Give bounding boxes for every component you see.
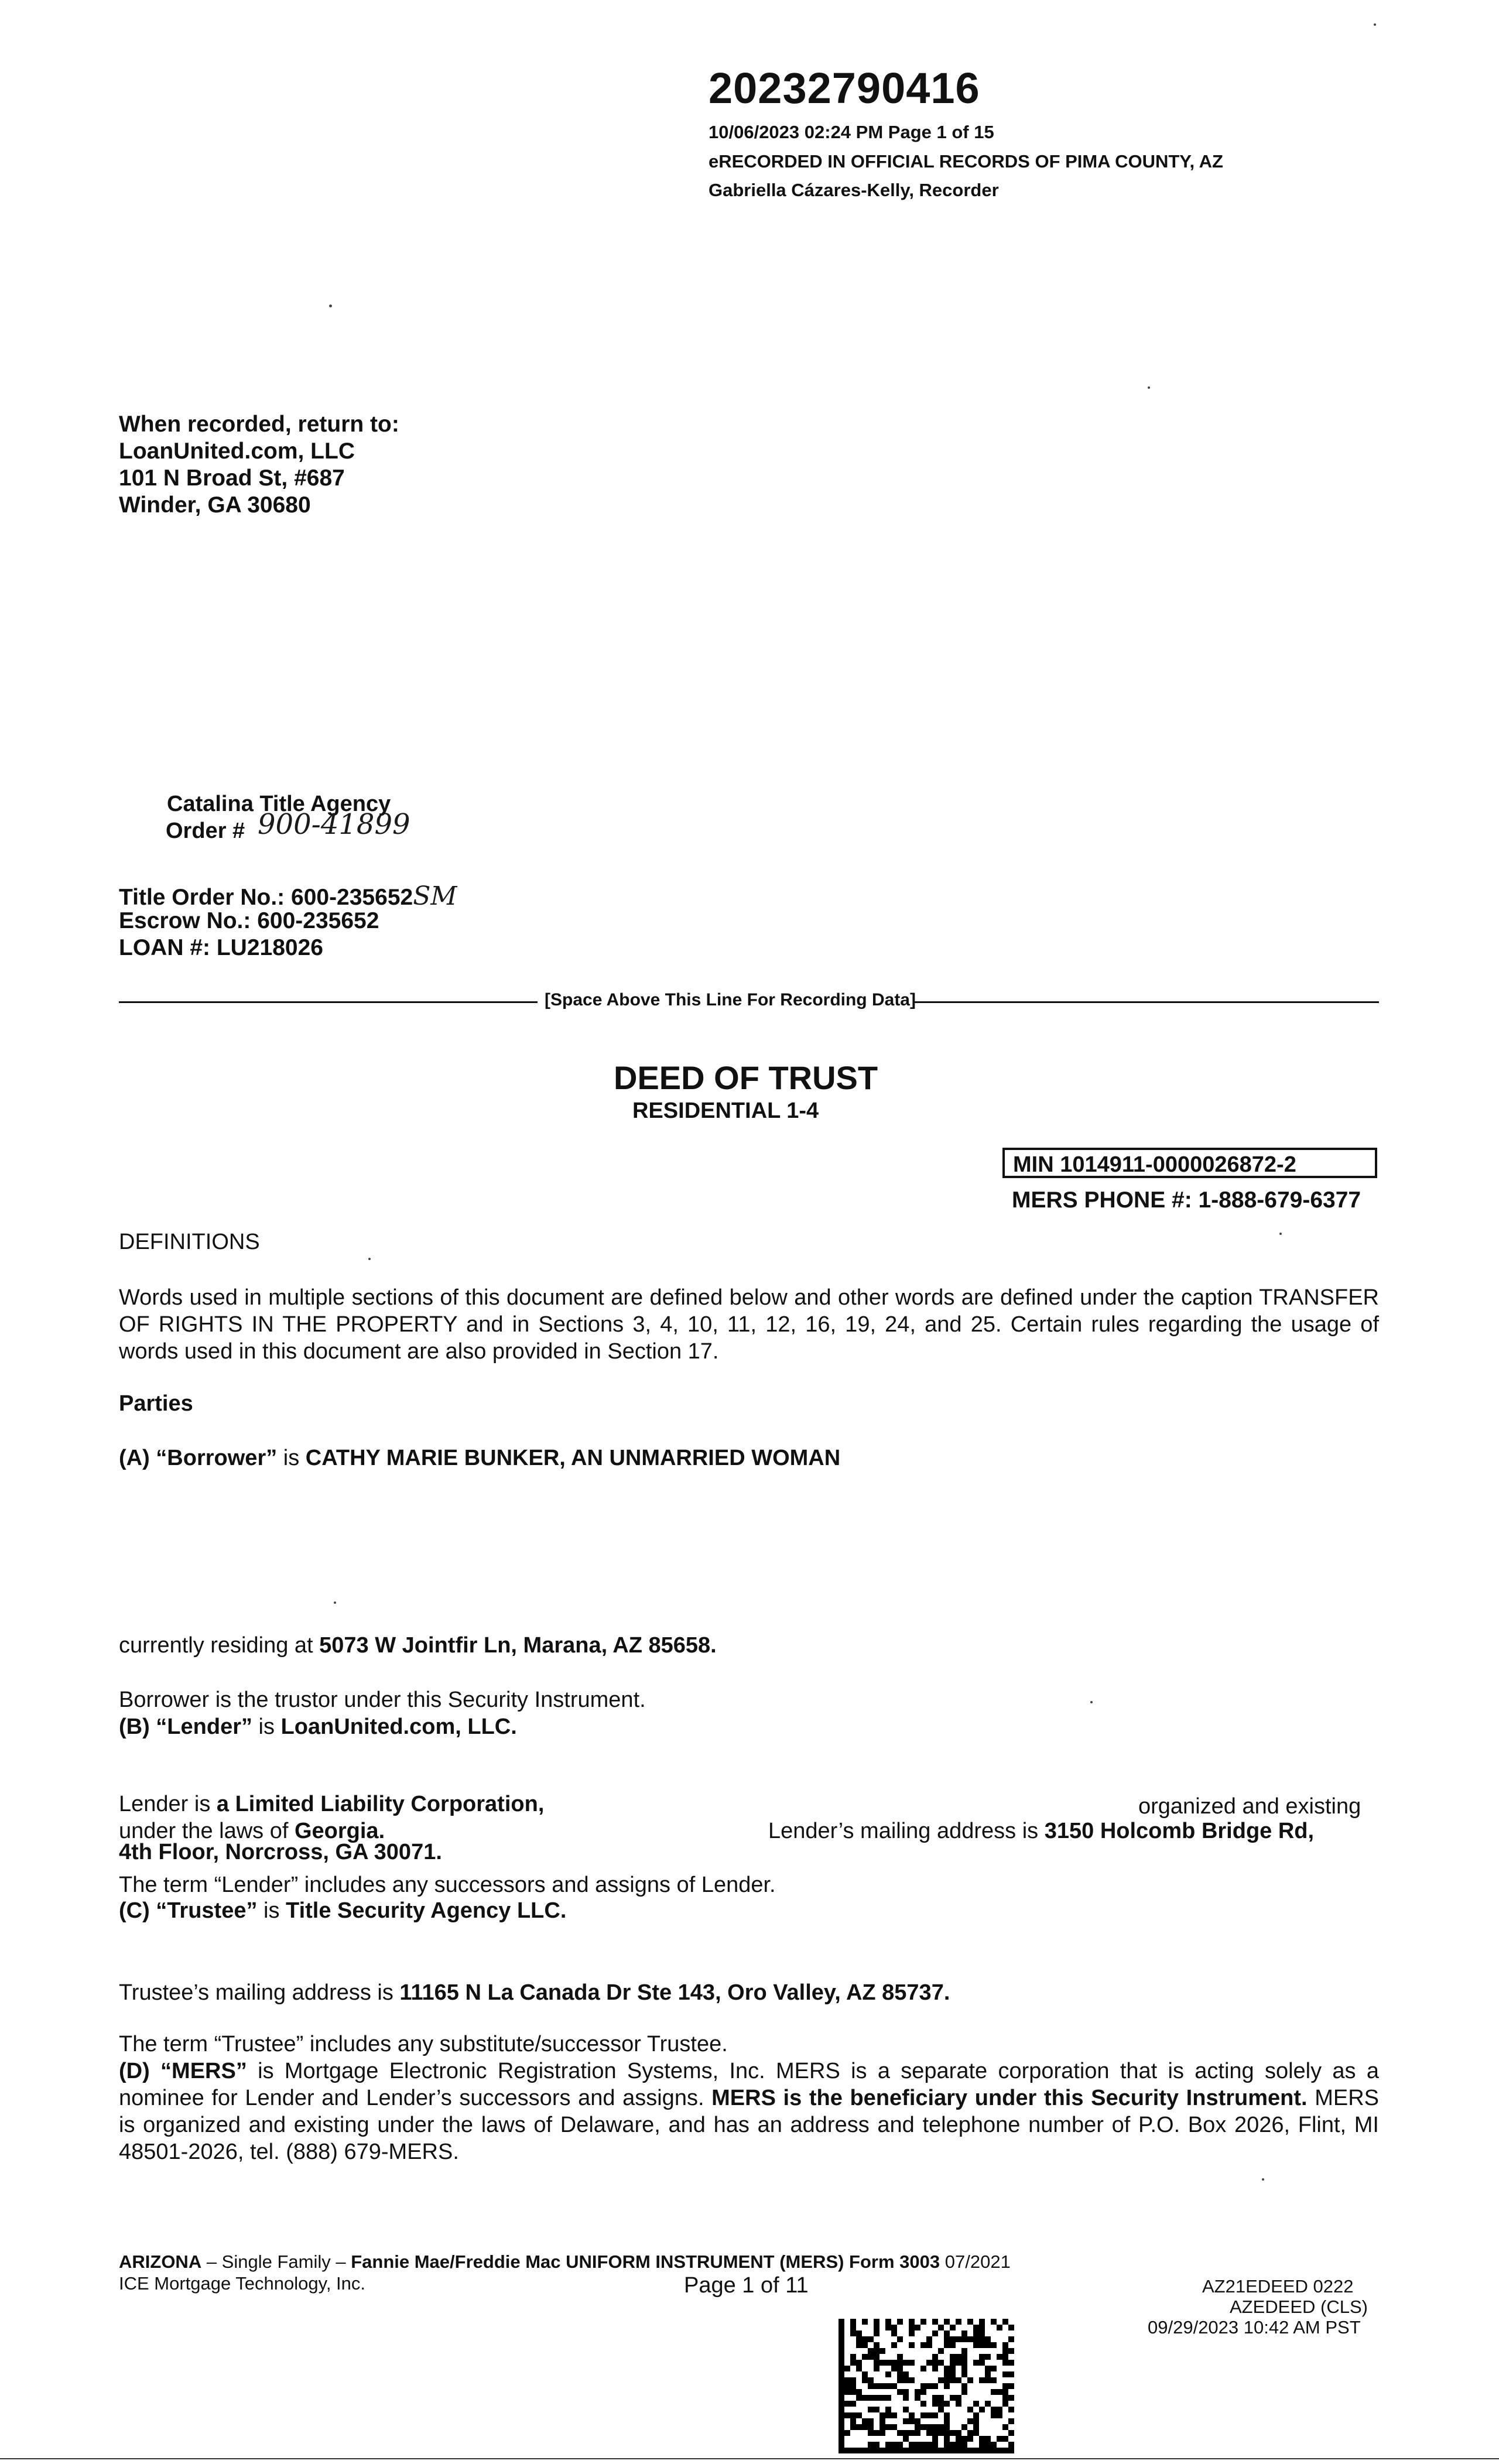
parties-heading: Parties — [119, 1391, 193, 1416]
escrow-line — [119, 908, 379, 934]
lender-line — [119, 1713, 517, 1740]
document-title: DEED OF TRUST — [614, 1059, 878, 1096]
trustee-mailing: 11165 N La Canada Dr Ste 143, Oro Valley, AZ 85737. — [399, 1980, 950, 2005]
return-to-company: LoanUnited.com, LLC — [119, 439, 355, 464]
borrower-trustor: Borrower is the trustor under this Security Instrument. — [119, 1688, 646, 1712]
escrow-value: 600-235652 — [257, 908, 379, 933]
scan-speck — [1279, 1233, 1282, 1235]
borrower-name: CATHY MARIE BUNKER, AN UNMARRIED WOMAN — [305, 1446, 841, 1470]
definitions-paragraph: Words used in multiple sections of this document are defined below and other words are defined under the caption TRANSFER OF RIGHTS IN THE PROPERTY and in Sections 3, 4, 10, 11, 12, 16, 19, 24, and 25. Certain rules regarding the usage of words used in this document are also provided in Section 17. — [119, 1285, 1379, 1364]
scan-speck — [1148, 386, 1150, 389]
trustee-substitute: The term “Trustee” includes any substitute/successor Trustee. — [119, 2032, 728, 2056]
lender-successors: The term “Lender” includes any successors and assigns of Lender. — [119, 1873, 776, 1897]
scan-speck — [1090, 1701, 1093, 1703]
loan-line — [119, 935, 323, 961]
page-bottom-rule — [0, 2458, 1499, 2459]
lender-mailing-2: 4th Floor, Norcross, GA 30071. — [119, 1840, 442, 1864]
footer-instrument: Fannie Mae/Freddie Mac UNIFORM INSTRUMENT (MERS) Form 3003 — [351, 2251, 940, 2272]
footer-state: ARIZONA — [119, 2251, 202, 2272]
stamp-order-handwritten: 900-41899 — [258, 808, 410, 841]
loan-value: LU218026 — [216, 935, 323, 960]
footer-page: Page 1 of 11 — [684, 2273, 809, 2298]
title-order-line — [119, 881, 457, 911]
return-to-street: 101 N Broad St, #687 — [119, 466, 345, 491]
space-above-label: [Space Above This Line For Recording Data] — [545, 990, 916, 1009]
definitions-heading: DEFINITIONS — [119, 1230, 260, 1254]
borrower-is: is — [277, 1446, 306, 1470]
lender-under-laws: under the laws of — [119, 1819, 295, 1843]
scan-speck — [1374, 23, 1376, 26]
title-order-label: Title Order No.: — [119, 885, 285, 910]
mers-beneficiary: MERS is the beneficiary under this Security Instrument. — [711, 2086, 1308, 2110]
escrow-label: Escrow No.: — [119, 908, 251, 933]
return-to-heading: When recorded, return to: — [119, 412, 399, 437]
lender-organized: organized and existing — [1138, 1794, 1361, 1819]
mers-text-2: MERS is organized and existing under the laws of Delaware, and has an address and telephone number of P.O. Box 2026, Flint, MI 48501-2026, tel. (888) 679-MERS. — [119, 2086, 1379, 2164]
lender-is: is — [252, 1714, 281, 1739]
barcode-icon — [839, 2319, 1014, 2453]
footer-form-line — [119, 2251, 1011, 2273]
trustee-line — [119, 1897, 566, 1924]
scan-speck — [368, 1258, 371, 1260]
lender-name: LoanUnited.com, LLC. — [280, 1714, 517, 1739]
footer-single-family: – Single Family – — [201, 2251, 351, 2272]
scan-speck — [334, 1601, 336, 1604]
recording-datetime: 10/06/2023 02:24 PM Page 1 of 15 — [709, 122, 994, 142]
recording-number: 20232790416 — [709, 64, 980, 112]
recording-rule-right — [913, 1001, 1379, 1003]
stamp-order-label: Order # — [166, 819, 245, 843]
recording-rule-left — [119, 1001, 538, 1003]
trustee-is: is — [257, 1898, 286, 1923]
scan-speck — [329, 304, 332, 307]
lender-mailing-line — [768, 1818, 1314, 1844]
mers-paragraph — [119, 2058, 1379, 2165]
return-to-city: Winder, GA 30680 — [119, 492, 311, 518]
lender-mailing-label: Lender’s mailing address is — [768, 1819, 1045, 1843]
borrower-label: (A) “Borrower” — [119, 1446, 278, 1470]
trustee-label: (C) “Trustee” — [119, 1898, 258, 1923]
mers-label: (D) “MERS” — [119, 2059, 247, 2083]
stamp-agency: Catalina Title Agency — [167, 792, 391, 816]
document-subtitle: RESIDENTIAL 1-4 — [632, 1098, 819, 1123]
footer-code-3: 09/29/2023 10:42 AM PST — [1148, 2317, 1361, 2338]
lender-label: (B) “Lender” — [119, 1714, 252, 1739]
mers-text-1: is Mortgage Electronic Registration Systems, Inc. MERS is a separate corporation that is acting solely as a nominee for Lender and Lender’s successors and assigns. — [119, 2059, 1379, 2110]
scan-speck — [1262, 2178, 1264, 2181]
borrower-address: 5073 W Jointfir Ln, Marana, AZ 85658. — [319, 1633, 717, 1658]
lender-entity: a Limited Liability Corporation, — [216, 1792, 545, 1816]
min-box — [1002, 1148, 1377, 1178]
recording-recorder: Gabriella Cázares-Kelly, Recorder — [709, 180, 999, 200]
trustee-mailing-line — [119, 1979, 950, 2006]
loan-label: LOAN #: — [119, 935, 210, 960]
footer-date: 07/2021 — [940, 2251, 1011, 2272]
trustee-mailing-label: Trustee’s mailing address is — [119, 1980, 400, 2005]
title-order-initials: SM — [413, 881, 457, 911]
borrower-residence-line — [119, 1632, 717, 1659]
min-number: MIN 1014911-0000026872-2 — [1013, 1152, 1296, 1177]
lender-is-a: Lender is — [119, 1792, 217, 1816]
footer-code-1: AZ21EDEED 0222 — [1202, 2276, 1354, 2297]
mers-phone: MERS PHONE #: 1-888-679-6377 — [1012, 1187, 1361, 1213]
trustee-name: Title Security Agency LLC. — [286, 1898, 567, 1923]
title-order-value: 600-235652 — [291, 885, 413, 910]
recording-erecorded: eRECORDED IN OFFICIAL RECORDS OF PIMA COUNTY, AZ — [709, 151, 1223, 172]
footer-vendor: ICE Mortgage Technology, Inc. — [119, 2273, 366, 2294]
borrower-residing-label: currently residing at — [119, 1633, 320, 1658]
lender-entity-line — [119, 1791, 544, 1818]
lender-state: Georgia. — [294, 1819, 385, 1843]
footer-code-2: AZEDEED (CLS) — [1230, 2297, 1368, 2317]
borrower-line — [119, 1445, 840, 1471]
lender-mailing-1: 3150 Holcomb Bridge Rd, — [1044, 1819, 1315, 1843]
